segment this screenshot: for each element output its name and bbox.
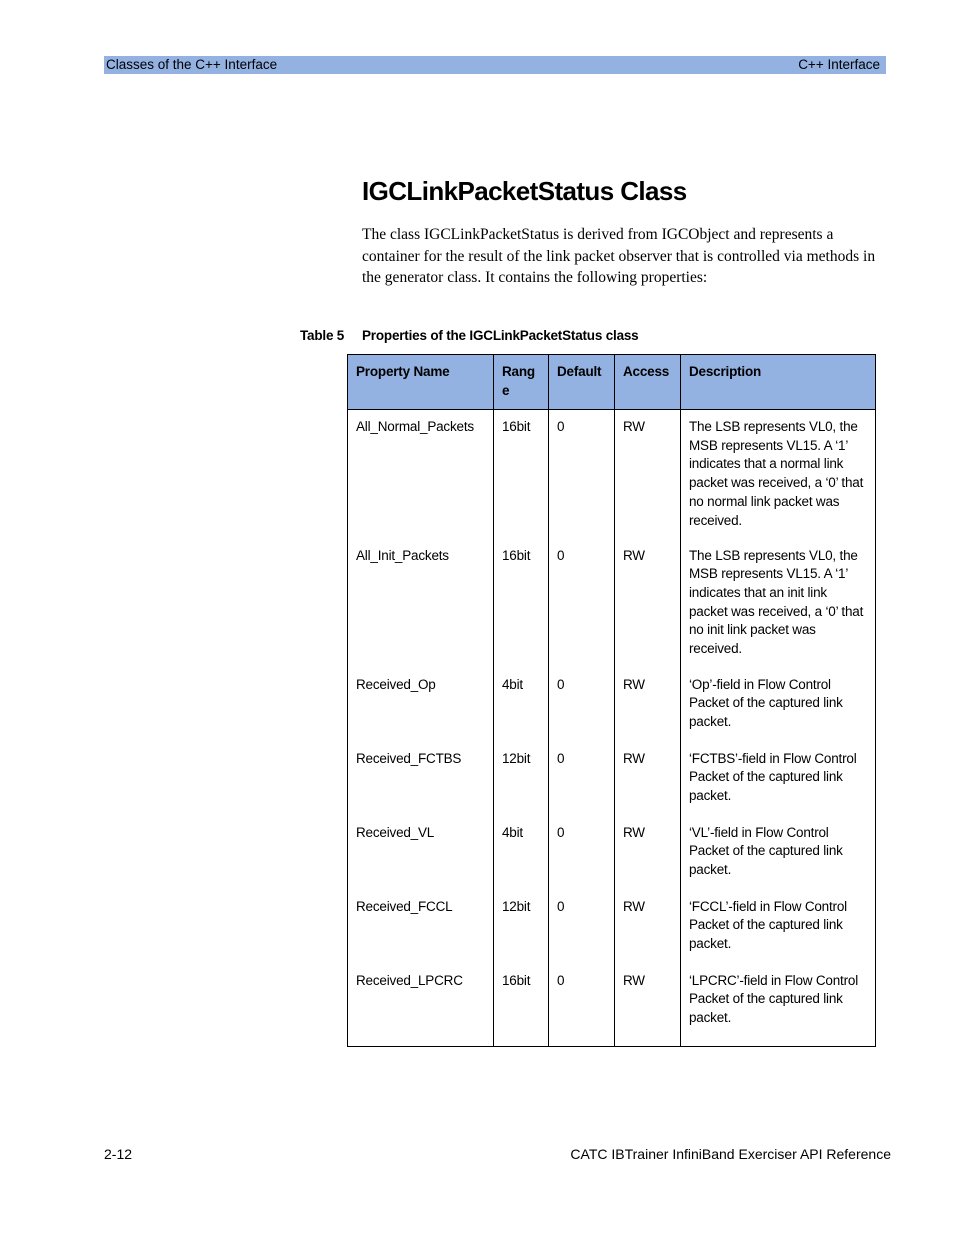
cell-description: The LSB represents VL0, the MSB represents VL15. A ‘1’ indicates that a normal link packet was received, a ‘0’ that no normal link packet was received. [681,410,876,539]
table-caption-text: Properties of the IGCLinkPacketStatus class [362,328,639,343]
cell-access: RW [615,890,681,964]
cell-access: RW [615,742,681,816]
cell-property-name: Received_VL [348,816,494,890]
cell-description: ‘VL’-field in Flow Control Packet of the captured link packet. [681,816,876,890]
cell-property-name: Received_FCCL [348,890,494,964]
cell-default: 0 [549,539,615,668]
cell-property-name: Received_LPCRC [348,964,494,1047]
column-header-default: Default [549,355,615,410]
cell-access: RW [615,816,681,890]
table-row [348,964,876,1047]
cell-description: ‘FCTBS’-field in Flow Control Packet of the captured link packet. [681,742,876,816]
cell-default: 0 [549,890,615,964]
column-header-range: Rang e [494,355,549,410]
table-row [348,890,876,964]
footer-page-number: 2-12 [104,1146,133,1162]
cell-description: ‘LPCRC’-field in Flow Control Packet of the captured link packet. [681,964,876,1047]
header-section-title: Classes of the C++ Interface [106,57,278,72]
cell-range: 12bit [494,742,549,816]
cell-description: The LSB represents VL0, the MSB represents VL15. A ‘1’ indicates that an init link packet was received, a ‘0’ that no init link packet was received. [681,539,876,668]
cell-access: RW [615,964,681,1047]
table-header-row [348,355,876,410]
table-row [348,410,876,539]
cell-default: 0 [549,668,615,742]
header-chapter-title: C++ Interface [798,57,880,72]
cell-access: RW [615,410,681,539]
table-number: Table 5 [300,328,345,343]
table-row [348,816,876,890]
cell-access: RW [615,668,681,742]
cell-default: 0 [549,816,615,890]
cell-property-name: Received_Op [348,668,494,742]
page-title: IGCLinkPacketStatus Class [362,176,687,206]
cell-range: 16bit [494,539,549,668]
cell-range: 4bit [494,816,549,890]
cell-description: ‘FCCL’-field in Flow Control Packet of the captured link packet. [681,890,876,964]
column-header-access: Access [615,355,681,410]
properties-table [347,354,876,1047]
cell-range: 12bit [494,890,549,964]
cell-property-name: All_Init_Packets [348,539,494,668]
table-row [348,539,876,668]
cell-property-name: Received_FCTBS [348,742,494,816]
table-row [348,742,876,816]
cell-default: 0 [549,742,615,816]
table-row [348,668,876,742]
running-header [104,56,886,74]
cell-access: RW [615,539,681,668]
cell-property-name: All_Normal_Packets [348,410,494,539]
intro-paragraph: The class IGCLinkPacketStatus is derived from IGCObject and represents a container for the result of the link packet observer that is controlled via methods in the generator class. It contains the following properties: [362,226,876,287]
cell-default: 0 [549,964,615,1047]
cell-range: 16bit [494,410,549,539]
column-header-description: Description [681,355,876,410]
cell-range: 16bit [494,964,549,1047]
cell-range: 4bit [494,668,549,742]
cell-description: ‘Op’-field in Flow Control Packet of the captured link packet. [681,668,876,742]
table-caption [300,327,639,345]
footer-document-title: CATC IBTrainer InfiniBand Exerciser API Reference [570,1146,891,1162]
column-header-property-name: Property Name [348,355,494,410]
cell-default: 0 [549,410,615,539]
